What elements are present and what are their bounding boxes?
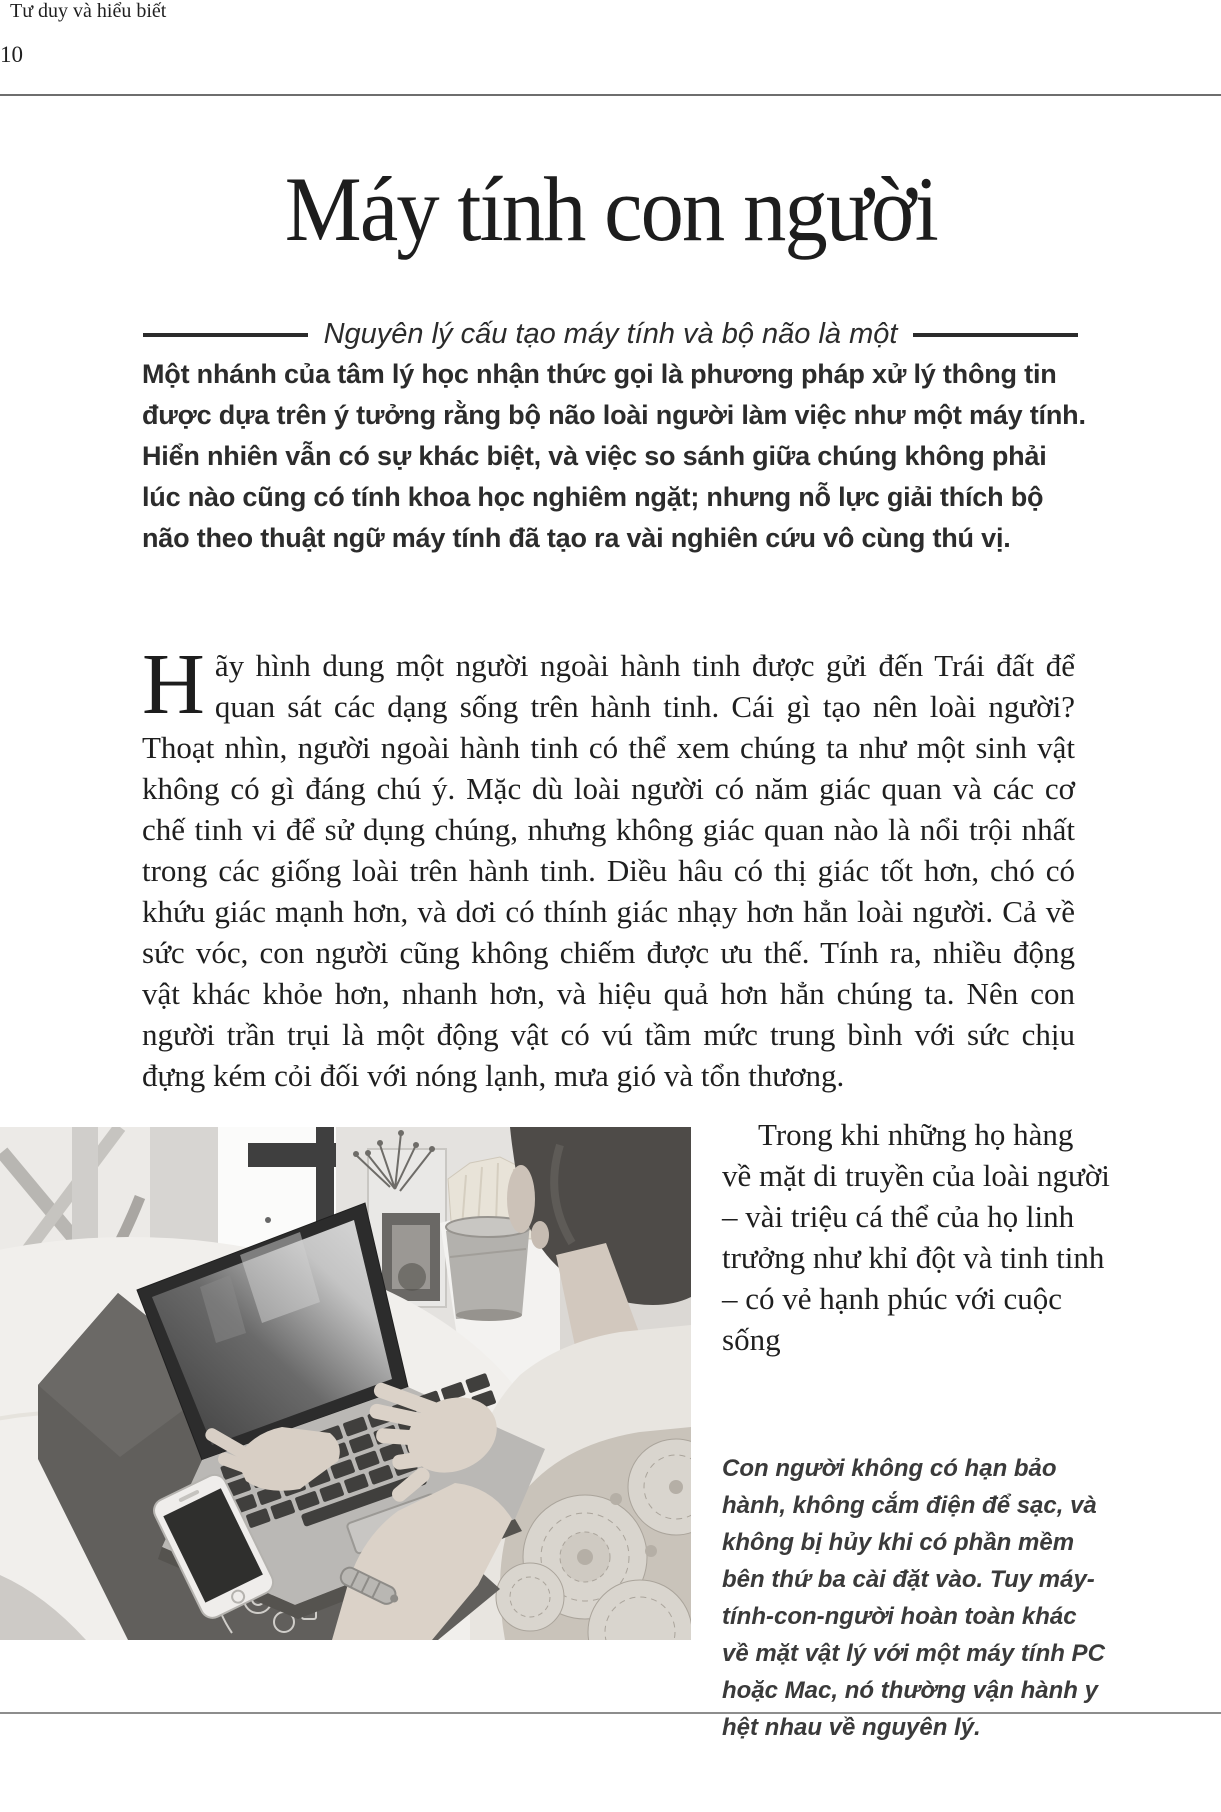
page-number-box [0,42,58,82]
article-photo [0,1127,691,1640]
article-paragraph-2: Trong khi những họ hàng về mặt di truyền của loài người – vài triệu cá thể của họ linh trưởng như khỉ đột và tinh tinh – có vẻ hạnh phúc với cuộc sống [722,1117,1110,1357]
drop-cap: H [142,635,205,732]
article-paragraph-1-text: ãy hình dung một người ngoài hành tinh được gửi đến Trái đất để quan sát các dạng sống trên hành tinh. Cái gì tạo nên loài người? Thoạt nhìn, người ngoài hành tinh có thể xem chúng ta như một sinh vật không có gì đáng chú ý. Mặc dù loài người có năm giác quan và các cơ chế tinh vi để sử dụng chúng, nhưng không giác quan nào là nổi trội nhất trong các giống loài trên hành tinh. Diều hâu có thị giác tốt hơn, chó có khứu giác mạnh hơn, và dơi có thính giác nhạy hơn hẳn loài người. Cả về sức vóc, con người cũng không chiếm được ưu thế. Tính ra, nhiều động vật khác khỏe hơn, nhanh hơn, và hiệu quả hơn hẳn chúng ta. Nên con người trần trụi là một động vật có vú tầm mức trung bình với sức chịu đựng kém cỏi đối với nóng lạnh, mưa gió và tổn thương. [142,648,1075,1093]
subtitle-row [143,318,1078,351]
article-paragraph-1 [142,635,1075,1096]
intro-paragraph: Một nhánh của tâm lý học nhận thức gọi là phương pháp xử lý thông tin được dựa trên ý tưởng rằng bộ não loài người làm việc như một máy tính. Hiển nhiên vẫn có sự khác biệt, và việc so sánh giữa chúng không phải lúc nào cũng có tính khoa học nghiêm ngặt; nhưng nỗ lực giải thích bộ não theo thuật ngữ máy tính đã tạo ra vài nghiên cứu vô cùng thú vị. [142,359,1086,553]
subtitle: Nguyên lý cấu tạo máy tính và bộ não là một [323,318,898,350]
header-rule [0,94,1221,96]
subtitle-left-bar [143,333,308,337]
page-title: Máy tính con người [284,158,937,260]
photo-caption: Con người không có hạn bảo hành, không cắm điện để sạc, và không bị hủy khi có phần mềm bên thứ ba cài đặt vào. Tuy máy-tính-con-người hoàn toàn khác về mặt vật lý với một máy tính PC hoặc Mac, nó thường vận hành y hệt nhau về nguyên lý. [722,1455,1105,1741]
section-header-label: Tư duy và hiểu biết [10,0,167,22]
subtitle-right-bar [913,333,1078,337]
section-header-box [0,0,212,42]
page-number: 10 [0,42,23,67]
footer-rule [0,1712,1221,1714]
